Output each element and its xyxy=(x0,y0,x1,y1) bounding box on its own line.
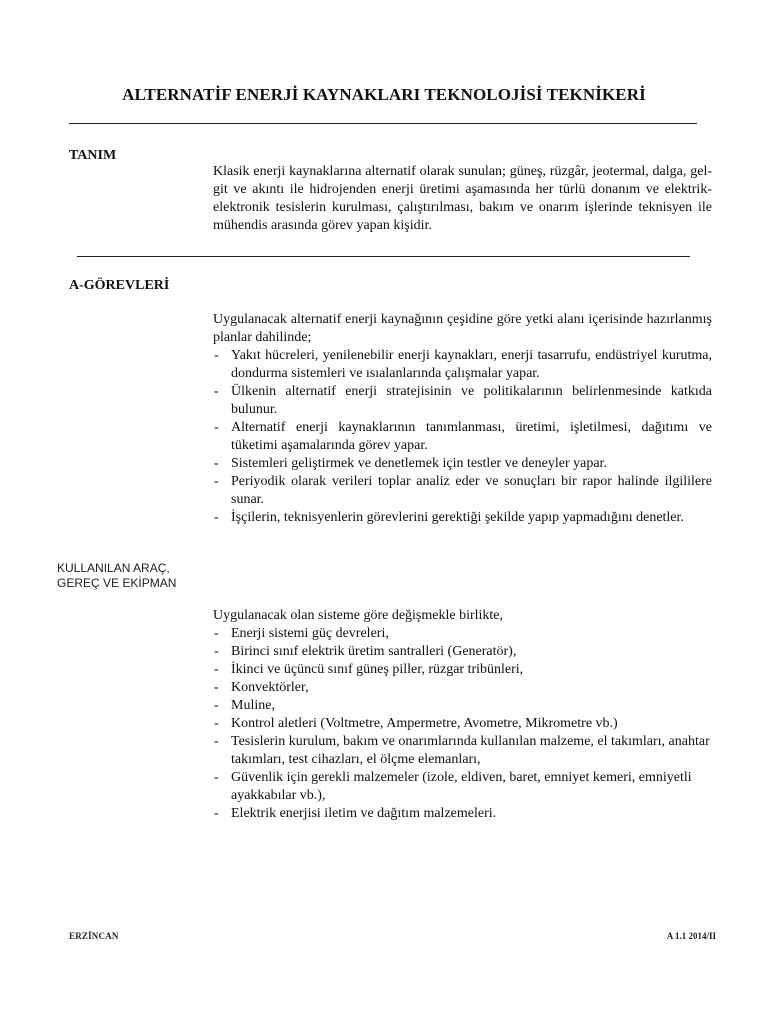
tanim-heading: TANIM xyxy=(69,148,117,163)
list-item: - Periyodik olarak verileri toplar analiz eder ve sonuçları bir rapor halinde ilgililere sunar. xyxy=(213,473,712,509)
title-divider xyxy=(69,123,697,124)
section-divider xyxy=(77,256,690,257)
list-item: - Alternatif enerji kaynaklarının tanımlanması, üretimi, işletilmesi, dağıtımı ve tüketimi aşamalarında görev yapar. xyxy=(213,419,712,455)
list-item: - Birinci sınıf elektrik üretim santralleri (Generatör), xyxy=(213,643,712,661)
list-item: - Tesislerin kurulum, bakım ve onarımlarında kullanılan malzeme, el takımları, anahtar takımları, test cihazları, el ölçme elemanları, xyxy=(213,733,712,769)
araclar-label xyxy=(57,561,176,591)
list-item: - Muline, xyxy=(213,697,712,715)
list-item: - Sistemleri geliştirmek ve denetlemek için testler ve deneyler yapar. xyxy=(213,455,712,473)
araclar-intro: Uygulanacak olan sisteme göre değişmekle birlikte, xyxy=(213,608,504,623)
footer-code: A 1.1 2014/II xyxy=(666,931,716,941)
list-item: - Güvenlik için gerekli malzemeler (izole, eldiven, baret, emniyet kemeri, emniyetli ayakkabılar vb.), xyxy=(213,769,712,805)
list-item: - Konvektörler, xyxy=(213,679,712,697)
list-item: - Elektrik enerjisi iletim ve dağıtım malzemeleri. xyxy=(213,805,712,823)
araclar-list xyxy=(213,625,712,823)
page-title: ALTERNATİF ENERJİ KAYNAKLARI TEKNOLOJİSİ TEKNİKERİ xyxy=(122,85,646,104)
list-item: - İşçilerin, teknisyenlerin görevlerini gerektiği şekilde yapıp yapmadığını denetler. xyxy=(213,509,712,527)
list-item: - Yakıt hücreleri, yenilenebilir enerji kaynakları, enerji tasarrufu, endüstriyel kurutma, dondurma sistemleri ve ısıalanlarında çalışmalar yapar. xyxy=(213,347,712,383)
footer-location: ERZİNCAN xyxy=(69,931,119,941)
list-item: - Enerji sistemi güç devreleri, xyxy=(213,625,712,643)
gorevler-intro: Uygulanacak alternatif enerji kaynağının çeşidine göre yetki alanı içerisinde hazırlanmış planlar dahilinde; xyxy=(213,312,712,345)
list-item: - Ülkenin alternatif enerji stratejisinin ve politikalarının belirlenmesinde katkıda bulunur. xyxy=(213,383,712,419)
list-item: - Kontrol aletleri (Voltmetre, Ampermetre, Avometre, Mikrometre vb.) xyxy=(213,715,712,733)
tanim-text: Klasik enerji kaynaklarına alternatif olarak sunulan; güneş, rüzgâr, jeotermal, dalga, gel-git ve akıntı ile hidrojenden enerji üretimi aşamasında her türlü donanım ve elektrik- elektronik tesislerin kurulması, çalıştırılması, bakım ve onarım işlerinde teknisyen ile mühendis arasında görev yapan kişidir. xyxy=(213,164,712,233)
gorevler-content xyxy=(213,311,712,527)
gorevler-list xyxy=(213,347,712,527)
gorevler-heading: A-GÖREVLERİ xyxy=(69,278,170,293)
araclar-content xyxy=(213,607,712,823)
araclar-label-line: GEREÇ VE EKİPMAN xyxy=(57,576,177,590)
araclar-label-line: KULLANILAN ARAÇ, xyxy=(57,561,170,575)
list-item: - İkinci ve üçüncü sınıf güneş piller, rüzgar tribünleri, xyxy=(213,661,712,679)
